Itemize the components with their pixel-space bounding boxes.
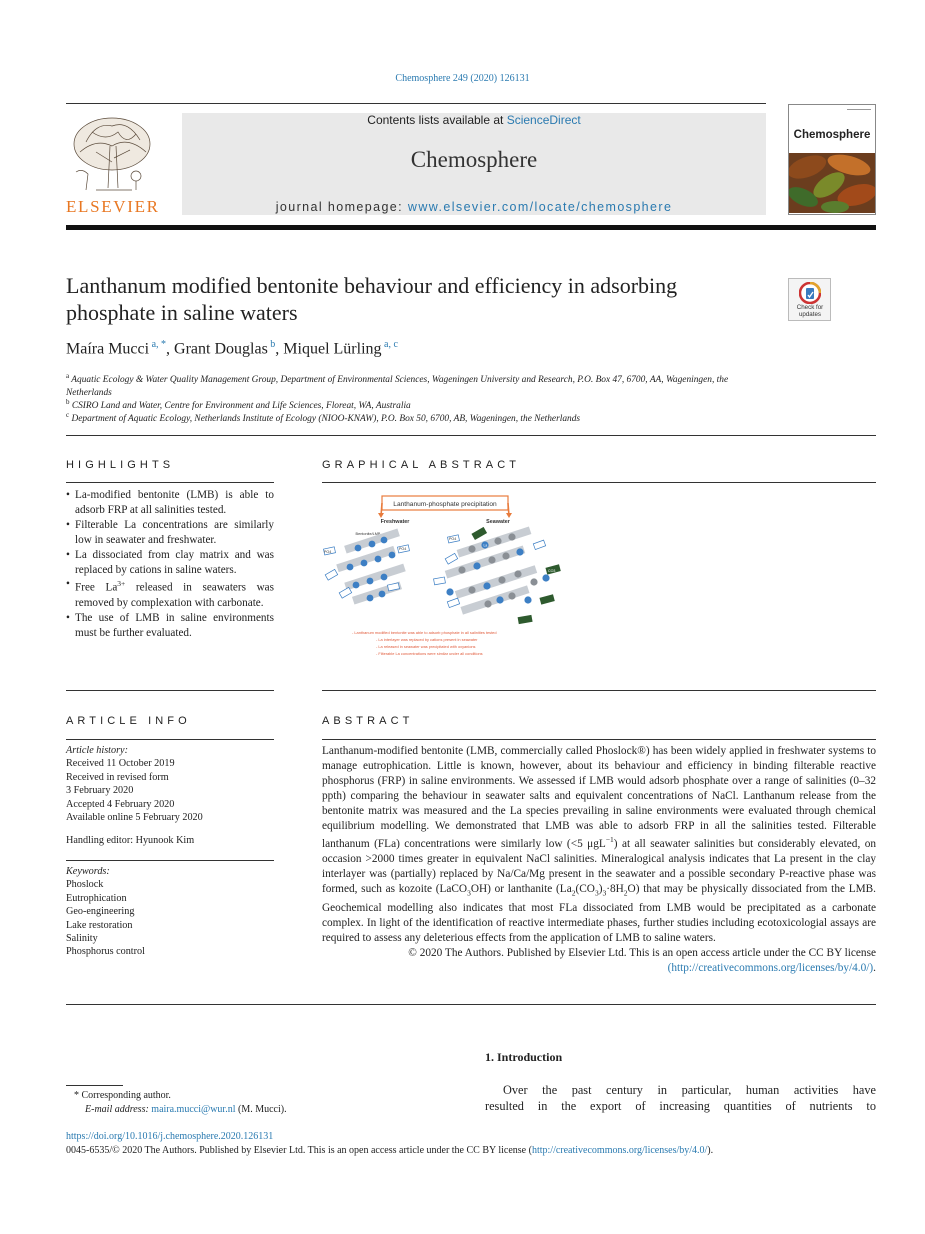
introduction-text <box>485 1082 876 1114</box>
contents-prefix: Contents lists available at <box>367 113 507 127</box>
check-updates-label: Check for updates <box>796 304 824 318</box>
abstract-body: Lanthanum-modified bentonite (LMB, commercially called Phoslock®) has been widely applied in freshwater systems to manage eutrophication. Little is known, however, about its behaviour and efficiency in binding filterable reactive phosphorus (FRP) in saline environments. We assessed if LMB would adsorb phosphate over a range of salinities (0–32 ppth) comparing the behaviour in seawater salts and equivalent concentrations of NaCl. Lanthanum release from the bentonite matrix was measured and the La species prevailing in saline environments were evaluated through chemical equilibrium modelling. We demonstrated that LMB was able to adsorb FRP in all the salinities tested. Filterable lanthanum (FLa) concentrations were similarly low (<5 μgL <box>322 745 876 851</box>
formula-subscript: 3 <box>594 888 599 898</box>
article-info-rule <box>66 739 274 740</box>
highlights-list <box>66 488 274 641</box>
formula-subscript: 3 <box>467 888 471 898</box>
highlight-item: • La-modified bentonite (LMB) is able to adsorb FRP at all salinities tested. <box>66 488 274 518</box>
handling-editor: Handling editor: Hyunook Kim <box>66 835 195 847</box>
homepage-link[interactable]: www.elsevier.com/locate/chemosphere <box>407 200 673 214</box>
author-affil-mark[interactable]: b <box>270 339 276 350</box>
abstract-body: ) at all seawater salinities but considerably elevated, on occasion >2000 times greater in equivalent NaCl salinities. Mineralogical analysis indicates that La present in the clay interlayer was (partially) replaced by Na/Ca/Mg present in the seawater and a possible secondary P-reactive phase was formed, such as kozoite (LaCO <box>322 838 876 895</box>
journal-name: Chemosphere <box>410 147 538 172</box>
check-for-updates-badge[interactable] <box>788 278 831 321</box>
author-affil-mark[interactable]: a, c <box>384 339 398 350</box>
publisher-wordmark: ELSEVIER <box>66 197 158 216</box>
header-thick-rule <box>66 225 876 230</box>
history-online: Available online 5 February 2020 <box>66 812 203 824</box>
ga-box-title: Lanthanum-phosphate precipitation <box>393 501 497 508</box>
license-link[interactable]: (http://creativecommons.org/licenses/by/4.0/) <box>667 961 874 974</box>
corresponding-author-note <box>74 1089 287 1116</box>
copyright-license-link[interactable]: http://creativecommons.org/licenses/by/4.0/ <box>531 1145 708 1156</box>
check-updates-icon <box>799 282 821 304</box>
copyright-text: 0045-6535/© 2020 The Authors. Published by Elsevier Ltd. This is an open access article under the CC BY license ( <box>66 1145 532 1156</box>
keyword: Phoslock <box>66 879 104 891</box>
graphical-abstract-rule <box>322 482 876 483</box>
keywords-block <box>66 865 274 959</box>
highlight-text: Free La <box>75 582 118 595</box>
charge-superscript: 3+ <box>117 579 126 589</box>
author-affil-mark[interactable]: a, * <box>151 339 167 350</box>
abstract-body: (CO <box>575 882 595 895</box>
cover-rule <box>847 109 871 110</box>
abstract-paragraph <box>322 744 876 946</box>
affiliation-mark: b <box>66 398 70 406</box>
keywords-rule <box>66 860 274 861</box>
graphical-abstract-figure[interactable] <box>322 492 582 662</box>
affiliation-mark: c <box>66 411 70 419</box>
cover-title: Chemosphere <box>793 129 871 141</box>
copyright-end: ). <box>707 1145 714 1156</box>
keyword: Salinity <box>66 933 98 945</box>
ga-la-tag: La <box>483 543 488 548</box>
formula-subscript: 3 <box>602 888 607 898</box>
history-accepted: Accepted 4 February 2020 <box>66 798 175 810</box>
paper-title: Lanthanum modified bentonite behaviour and efficiency in adsorbing phosphate in saline waters <box>66 273 678 325</box>
formula-subscript: 2 <box>623 888 628 898</box>
journal-reference[interactable]: Chemosphere 249 (2020) 126131 <box>395 73 530 84</box>
corresponding-author-label: * Corresponding author. <box>74 1090 171 1101</box>
article-info-label: ARTICLE INFO <box>66 715 191 727</box>
abstract-rule <box>322 739 876 740</box>
author-name[interactable]: Miquel Lürling <box>283 340 382 358</box>
journal-homepage <box>182 200 766 214</box>
doi-link[interactable]: https://doi.org/10.1016/j.chemosphere.2020.126131 <box>66 1131 274 1142</box>
highlight-text: released in seawaters was removed by complexation with carbonate. <box>75 582 274 610</box>
affiliation-mark: a <box>66 372 70 380</box>
abstract-body: OH) or lanthanite (La <box>470 882 572 895</box>
affiliation-text: CSIRO Land and Water, Centre for Environment and Life Sciences, Floreat, WA, Australia <box>71 401 411 412</box>
sciencedirect-link[interactable]: ScienceDirect <box>506 113 581 127</box>
author-name[interactable]: Grant Douglas <box>174 340 268 358</box>
highlight-item: • The use of LMB in saline environments must be further evaluated. <box>66 611 274 641</box>
elsevier-logo[interactable] <box>66 112 160 216</box>
ga-bentonite-label: Bentonite/LMB <box>355 532 381 536</box>
highlights-bottom-rule <box>66 690 274 691</box>
intro-line: Over the past century in particular, human activities have <box>503 1083 876 1097</box>
history-received: Received 11 October 2019 <box>66 758 175 770</box>
keyword: Eutrophication <box>66 892 127 904</box>
ga-note: - Filterable La concentrations were similar under all conditions <box>376 651 483 656</box>
footnote-rule <box>66 1085 123 1086</box>
contents-line <box>182 113 766 127</box>
author-list: Maíra Mucci $^{a, *}$, Grant Douglas $^b$, Miquel Lürling $^{a, c}$ <box>66 339 398 358</box>
ga-co3-tag: CO3 <box>548 569 556 573</box>
ga-note: - La interlayer was replaced by cations present in seawater <box>376 637 478 642</box>
header-top-rule <box>66 103 766 104</box>
ga-freshwater-label: Freshwater <box>380 519 410 525</box>
journal-cover[interactable] <box>788 104 876 215</box>
highlight-item: • La dissociated from clay matrix and was replaced by cations in saline waters. <box>66 548 274 578</box>
keyword: Phosphorus control <box>66 946 145 958</box>
abstract-body: ) <box>598 882 603 895</box>
email-suffix: (M. Mucci). <box>235 1103 287 1115</box>
graphical-abstract-label: GRAPHICAL ABSTRACT <box>322 459 521 471</box>
article-history <box>66 744 274 848</box>
ga-po4-tag: PO4 <box>399 547 407 551</box>
ga-seawater-label: Seawater <box>486 519 510 525</box>
affiliation-text: Aquatic Ecology & Water Quality Management Group, Department of Environmental Sciences, Wageningen University and Research, P.O. Box 47, 6700, AA, Wageningen, the Netherlands <box>66 375 729 399</box>
keywords-label: Keywords: <box>66 866 110 877</box>
email-label: E-mail address: <box>85 1103 152 1115</box>
introduction-heading: 1. Introduction <box>485 1050 563 1064</box>
formula-subscript: 2 <box>571 888 576 898</box>
homepage-prefix: journal homepage: <box>275 200 408 214</box>
ga-note: - La released in seawater was precipitated with oxyanions <box>376 644 476 649</box>
abstract-body: ·8H <box>606 882 624 895</box>
affiliation-c <box>66 409 776 426</box>
ga-po4-tag: PO4 <box>449 537 457 541</box>
ga-po4-tag: PO4 <box>324 550 332 554</box>
abstract-body: O) that may be physically dissociated from the LMB. Geochemical modelling also indicates that most FLa dissociated from LMB would be precipitated as a carbonate complex. In light of the identification of reactive intermediate phases, further studies including ecotoxicologial assays are required to assess any deleterious effects from the application of LMB to saline waters. <box>322 882 877 944</box>
highlights-rule <box>66 482 274 483</box>
history-revised: Received in revised form <box>66 771 169 783</box>
history-label: Article history: <box>66 745 128 756</box>
abstract-text <box>322 744 876 976</box>
license-end: . <box>873 961 876 974</box>
intro-line: resulted in the export of increasing quantities of nutrients to <box>485 1099 876 1113</box>
graphical-abstract-bottom-rule <box>322 690 876 691</box>
affiliation-text: Department of Aquatic Ecology, Netherlands Institute of Ecology (NIOO-KNAW), P.O. Box 50, 6700, AB, Wageningen, the Netherlands <box>71 414 581 425</box>
keyword: Geo-engineering <box>66 906 135 918</box>
copyright-line <box>66 1145 713 1156</box>
abstract-label: ABSTRACT <box>322 715 414 727</box>
highlight-item: • Filterable La concentrations are similarly low in seawater and freshwater. <box>66 518 274 548</box>
cover-leaves-image <box>789 153 875 213</box>
ga-arrow-heads <box>378 513 512 518</box>
author-name[interactable]: Maíra Mucci <box>66 340 150 358</box>
title-block-rule <box>66 435 876 436</box>
history-revised-date: 3 February 2020 <box>66 785 134 797</box>
email-link[interactable]: maira.mucci@wur.nl <box>151 1103 236 1115</box>
highlight-item <box>66 577 274 611</box>
keyword: Lake restoration <box>66 919 133 931</box>
license-text: © 2020 The Authors. Published by Elsevier Ltd. This is an open access article under the CC BY license <box>408 946 876 959</box>
highlights-label: HIGHLIGHTS <box>66 459 175 471</box>
ga-note: - Lanthanum modified bentonite was able to adsorb phosphate in all salinities tested <box>352 630 497 635</box>
abstract-license <box>322 946 876 976</box>
unit-superscript: −1 <box>605 835 614 845</box>
abstract-bottom-rule <box>66 1004 876 1005</box>
